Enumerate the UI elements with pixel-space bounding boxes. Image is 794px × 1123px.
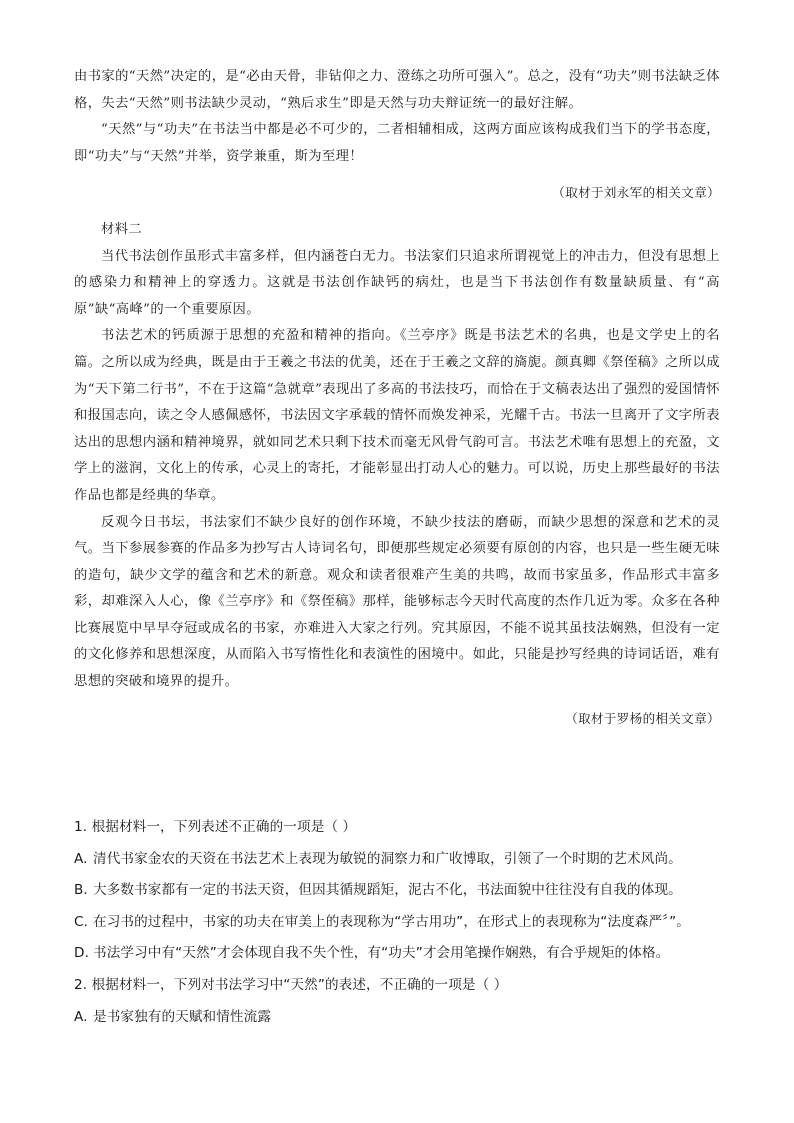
passage-paragraph: 反观今日书坛，书法家们不缺少良好的创作环境，不缺少技法的磨砺，而缺少思想的深意和艺术的灵气。当下参展参赛的作品多为抄写古人诗词名句，即便那些规定必须要有原创的内容，也只是一些生硬无味的造句，缺少文学的蕴含和艺术的新意。观众和读者很难产生美的共鸣，故而书家虽多，作品形式丰富多彩，却难深入人心，像《兰亭序》和《祭侄稿》那样，能够标志今天时代高度的杰作几近为零。众多在各种比赛展览中早早夺冠或成名的书家，亦难进入大家之行列。究其原因，不能不说其虽技法娴熟，但没有一定的文化修养和思想深度，从而陷入书写惰性化和表演性的困境中。如此，只能是抄写经典的诗词话语，难有思想的突破和境界的提升。 <box>74 514 720 690</box>
answer-option-c[interactable] <box>74 907 734 939</box>
option-text: 清代书家金农的天资在书法艺术上表现为敏锐的洞察力和广收博取，引领了一个时期的艺术风尚。 <box>93 850 682 867</box>
option-letter: C. <box>74 913 89 930</box>
answer-option-d[interactable] <box>74 938 734 970</box>
question-stem: 2. 根据材料一，下列对书法学习中“天然”的表述，不正确的一项是（ ） <box>74 976 508 993</box>
option-letter: A. <box>74 850 88 867</box>
passage-paragraph: 书法艺术的钙质源于思想的充盈和精神的指向。《兰亭序》既是书法艺术的名典，也是文学史上的名篇。之所以成为经典，既是由于王羲之书法的优美，还在于王羲之文辞的旖旎。颜真卿《祭侄稿》之所以成为“天下第二行书”，不在于这篇“急就章”表现出了多高的书法技巧，而恰在于文稿表达出了强烈的爱国情怀和报国志向，读之令人感佩感怀，书法因文字承载的情怀而焕发神采，光耀千古。书法一旦离开了文字所表达出的思想内涵和精神境界，就如同艺术只剩下技术而毫无风骨气韵可言。书法艺术唯有思想上的充盈，文学上的滋润，文化上的传承，心灵上的寄托，才能彰显出打动人心的魅力。可以说，历史上那些最好的书法作品也都是经典的华章。 <box>74 328 720 503</box>
answer-option-a[interactable] <box>74 1002 734 1034</box>
passage-paragraph: 由书家的“天然”决定的，是“必由天骨，非钻仰之力、澄练之功所可强入”。总之，没有“功夫”则书法缺乏体格，失去“天然”则书法缺少灵动，“熟后求生”即是天然与功夫辩证统一的最好注解。 <box>74 69 720 111</box>
source-citation: （取材于罗杨的相关文章） <box>565 710 720 726</box>
option-letter: B. <box>74 882 88 899</box>
option-text: 书法学习中有“天然”才会体现自我不失个性，有“功夫”才会用笔操作娴熟，有合乎规矩的体格。 <box>93 945 670 962</box>
answer-option-b[interactable] <box>74 875 734 907</box>
source-citation: （取材于刘永军的相关文章） <box>552 185 720 201</box>
passage-paragraph: 当代书法创作虽形式丰富多样，但内涵苍白无力。书法家们只追求所谓视觉上的冲击力，但没有思想上的感染力和精神上的穿透力。这就是书法创作缺钙的病灶，也是当下书法创作有数量缺质量、有“高原”缺“高峰”的一个重要原因。 <box>74 248 720 317</box>
option-letter: D. <box>74 945 89 962</box>
reading-passage <box>74 64 720 742</box>
option-text: 在习书的过程中，书家的功夫在审美上的表现称为“学古用功”，在形式上的表现称为“法度森严〞”。 <box>93 913 690 930</box>
option-text: 大多数书家都有一定的书法天资，但因其循规蹈矩，泥古不化，书法面貌中往往没有自我的体现。 <box>93 882 682 899</box>
question-section <box>74 812 734 1033</box>
option-text: 是书家独有的天赋和情性流露 <box>93 1008 272 1025</box>
answer-option-a[interactable] <box>74 844 734 876</box>
question-stem: 1. 根据材料一，下列表述不正确的一项是（ ） <box>74 819 357 835</box>
passage-paragraph: “天然”与“功夫”在书法当中都是必不可少的，二者相辅相成，这两方面应该构成我们当下的学书态度，即“功夫”与“天然”并举，资学兼重，斯为至理！ <box>74 122 720 164</box>
option-letter: A. <box>74 1008 88 1025</box>
material-heading: 材料二 <box>101 221 143 237</box>
